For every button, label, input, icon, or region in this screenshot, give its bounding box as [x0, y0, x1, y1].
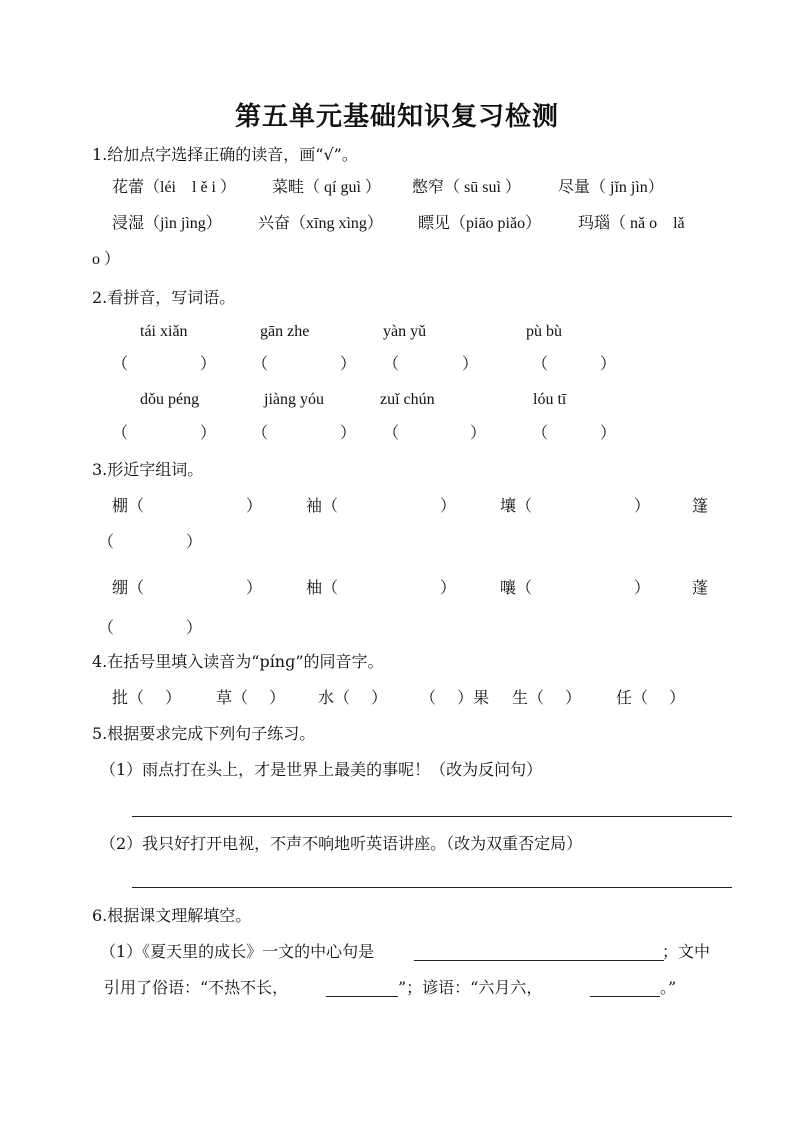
q1-item: 瞟见（piāo piǎo）: [418, 215, 542, 232]
q1-prompt: 1.给加点字选择正确的读音，画“√”。: [92, 145, 358, 164]
q6-sentence-2: 引用了俗语：“不热不长，: [104, 978, 289, 997]
q3-prompt: 3.形近字组词。: [92, 460, 204, 479]
q2-prompt: 2.看拼音，写词语。: [92, 288, 236, 307]
q1-item: 憋窄（ sū suì ）: [412, 179, 521, 196]
q3-item: 柚（: [306, 578, 339, 597]
q1-item: 尽量（ jǐn jìn）: [558, 179, 664, 196]
q5-prompt: 5.根据要求完成下列句子练习。: [92, 724, 316, 743]
q6-sentence-2-mid: ”；谚语：“六月六，: [398, 978, 543, 997]
q3-item: 蓬: [692, 578, 709, 597]
answer-bracket-close: ）: [340, 423, 357, 442]
q3-item: 篷: [692, 496, 709, 515]
q1-item: 菜畦（ qí guì ）: [272, 179, 381, 196]
q3-item: ）: [246, 496, 263, 515]
pinyin-label: pù bù: [526, 323, 562, 340]
q5-sentence-2: （2）我只好打开电视，不声不响地听英语讲座。（改为双重否定局）: [100, 834, 583, 853]
q1-item: 玛瑙（ nǎ o lǎ: [578, 215, 685, 232]
pinyin-label: tái xiǎn: [140, 323, 188, 340]
pinyin-label: zuǐ chún: [380, 391, 435, 408]
q3-item: 棚（: [112, 496, 145, 515]
answer-bracket-close: ）: [200, 423, 217, 442]
q4-item: 草（ ）: [216, 688, 286, 707]
q1-item: 花蕾（léi l ě i ）: [112, 179, 236, 196]
answer-bracket-open: （: [383, 423, 400, 442]
answer-bracket-close: ）: [200, 354, 217, 373]
q5-sentence-1: （1）雨点打在头上，才是世界上最美的事呢！（改为反问句）: [100, 760, 543, 779]
answer-blank: [414, 960, 664, 961]
q3-item: ）: [634, 578, 651, 597]
pinyin-label: dǒu péng: [140, 391, 200, 408]
q3-item: ）: [440, 496, 457, 515]
q3-item: （: [98, 532, 115, 551]
answer-bracket-close: ）: [470, 423, 487, 442]
answer-line: [132, 887, 732, 888]
answer-bracket-close: ）: [600, 354, 617, 373]
q3-item: ）: [440, 578, 457, 597]
q1-item-wrap: o ）: [92, 251, 121, 268]
answer-bracket-open: （: [112, 423, 129, 442]
q3-item: 嚷（: [500, 578, 533, 597]
answer-bracket-open: （: [532, 354, 549, 373]
q3-item: ）: [186, 618, 203, 637]
answer-line: [132, 816, 732, 817]
q3-item: ）: [634, 496, 651, 515]
q3-item: （: [98, 618, 115, 637]
page-title: 第五单元基础知识复习检测: [234, 102, 559, 132]
q4-prompt: 4.在括号里填入读音为“pínɡ”的同音字。: [92, 652, 384, 671]
answer-bracket-close: ）: [600, 423, 617, 442]
answer-bracket-open: （: [252, 423, 269, 442]
answer-blank: [326, 996, 398, 997]
answer-bracket-close: ）: [340, 354, 357, 373]
answer-bracket-open: （: [383, 354, 400, 373]
pinyin-label: gān zhe: [260, 323, 310, 340]
q4-item: （ ）果: [420, 688, 490, 707]
q3-item: 袖（: [306, 496, 339, 515]
q6-sentence-2-end: 。”: [660, 978, 677, 997]
q3-item: ）: [186, 532, 203, 551]
answer-blank: [590, 996, 660, 997]
pinyin-label: lóu tī: [533, 391, 567, 408]
q1-item: 浸湿（jìn jìng）: [112, 215, 222, 232]
answer-bracket-open: （: [252, 354, 269, 373]
q6-sentence-1-end: ；文中: [662, 942, 711, 961]
q4-item: 生（ ）: [512, 688, 582, 707]
q4-item: 水（ ）: [318, 688, 388, 707]
pinyin-label: yàn yǔ: [383, 323, 427, 340]
q3-item: ）: [246, 578, 263, 597]
pinyin-label: jiàng yóu: [264, 391, 324, 408]
q3-item: 壤（: [500, 496, 533, 515]
q6-sentence-1: （1）《夏天里的成长》一文的中心句是: [100, 942, 375, 961]
q4-item: 批（ ）: [112, 688, 182, 707]
q1-item: 兴奋（xīng xìng）: [258, 215, 383, 232]
answer-bracket-close: ）: [462, 354, 479, 373]
answer-bracket-open: （: [112, 354, 129, 373]
q3-item: 绷（: [112, 578, 145, 597]
q4-item: 任（ ）: [616, 688, 686, 707]
answer-bracket-open: （: [532, 423, 549, 442]
q6-prompt: 6.根据课文理解填空。: [92, 906, 252, 925]
